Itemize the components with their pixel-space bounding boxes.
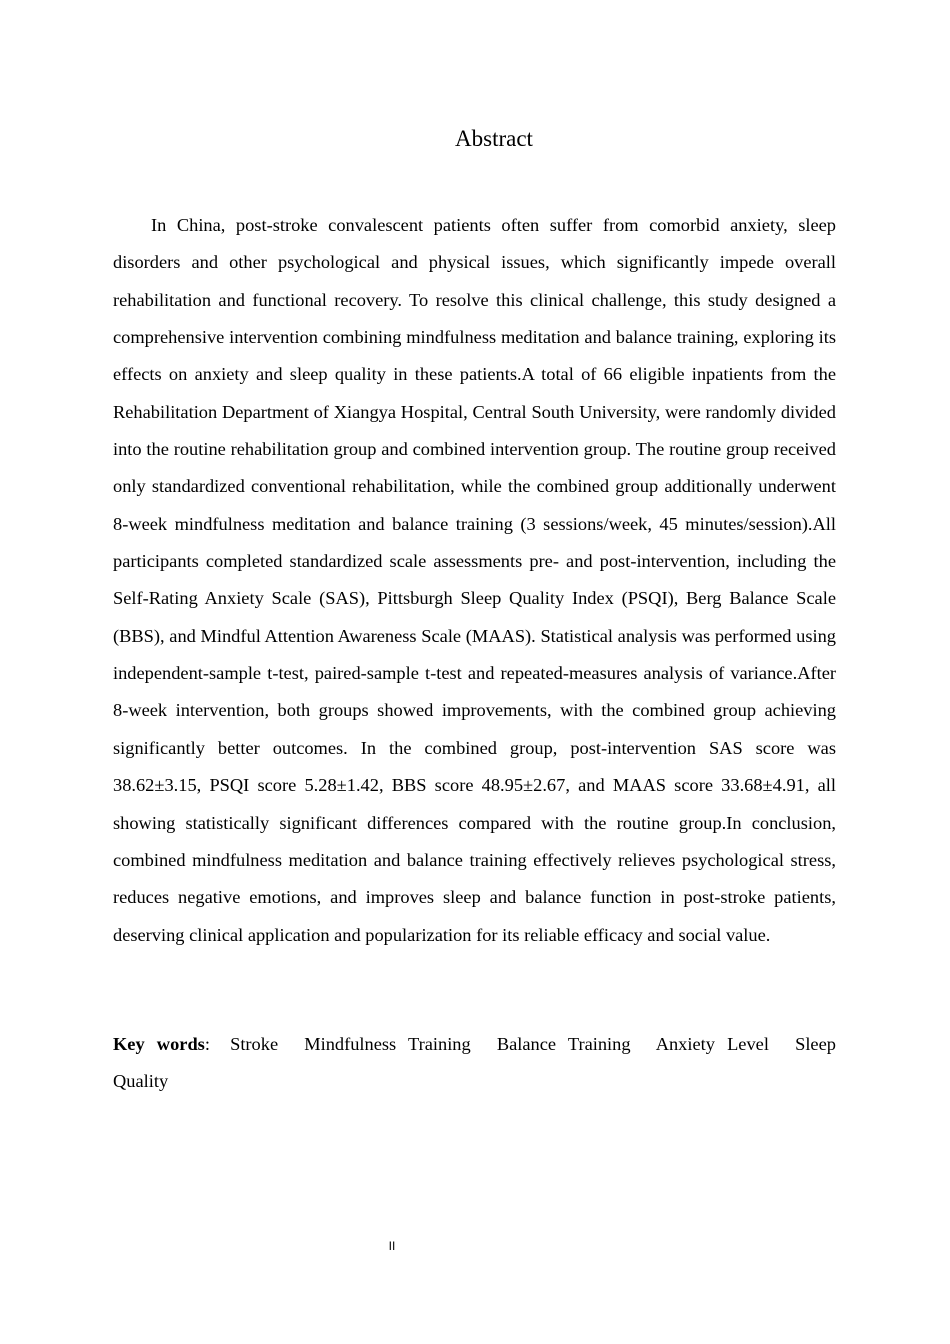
page-number: II (388, 1239, 396, 1253)
keyword-item: Balance Training (496, 1034, 631, 1054)
keyword-item: Anxiety Level (655, 1034, 769, 1054)
keyword-item: Mindfulness Training (304, 1034, 471, 1054)
keyword-item: Stroke (230, 1034, 279, 1054)
keywords-line (113, 1026, 836, 1101)
keywords-colon: : (204, 1034, 210, 1054)
abstract-title: Abstract (455, 126, 533, 151)
keyword-item: Sleep Quality (113, 1034, 836, 1092)
keywords-label: Key words (113, 1034, 205, 1054)
abstract-body: In China, post-stroke convalescent patients often suffer from comorbid anxiety, sleep disorders and other psychological and physical issues, which significantly impede overall rehabilitation and functional recovery. To resolve this clinical challenge, this study designed a comprehensive intervention combining mindfulness meditation and balance training, exploring its effects on anxiety and sleep quality in these patients.A total of 66 eligible inpatients from the Rehabilitation Department of Xiangya Hospital, Central South University, were randomly divided into the routine rehabilitation group and combined intervention group. The routine group received only standardized conventional rehabilitation, while the combined group additionally underwent 8-week mindfulness meditation and balance training (3 sessions/week, 45 minutes/session).All participants completed standardized scale assessments pre- and post-intervention, including the Self-Rating Anxiety Scale (SAS), Pittsburgh Sleep Quality Index (PSQI), Berg Balance Scale (BBS), and Mindful Attention Awareness Scale (MAAS). Statistical analysis was performed using independent-sample t-test, paired-sample t-test and repeated-measures analysis of variance.After 8-week intervention, both groups showed improvements, with the combined group achieving significantly better outcomes. In the combined group, post-intervention SAS score was 38.62±3.15, PSQI score 5.28±1.42, BBS score 48.95±2.67, and MAAS score 33.68±4.91, all showing statistically significant differences compared with the routine group.In conclusion, combined mindfulness meditation and balance training effectively relieves psychological stress, reduces negative emotions, and improves sleep and balance function in post-stroke patients, deserving clinical application and popularization for its reliable efficacy and social value. (113, 215, 836, 945)
